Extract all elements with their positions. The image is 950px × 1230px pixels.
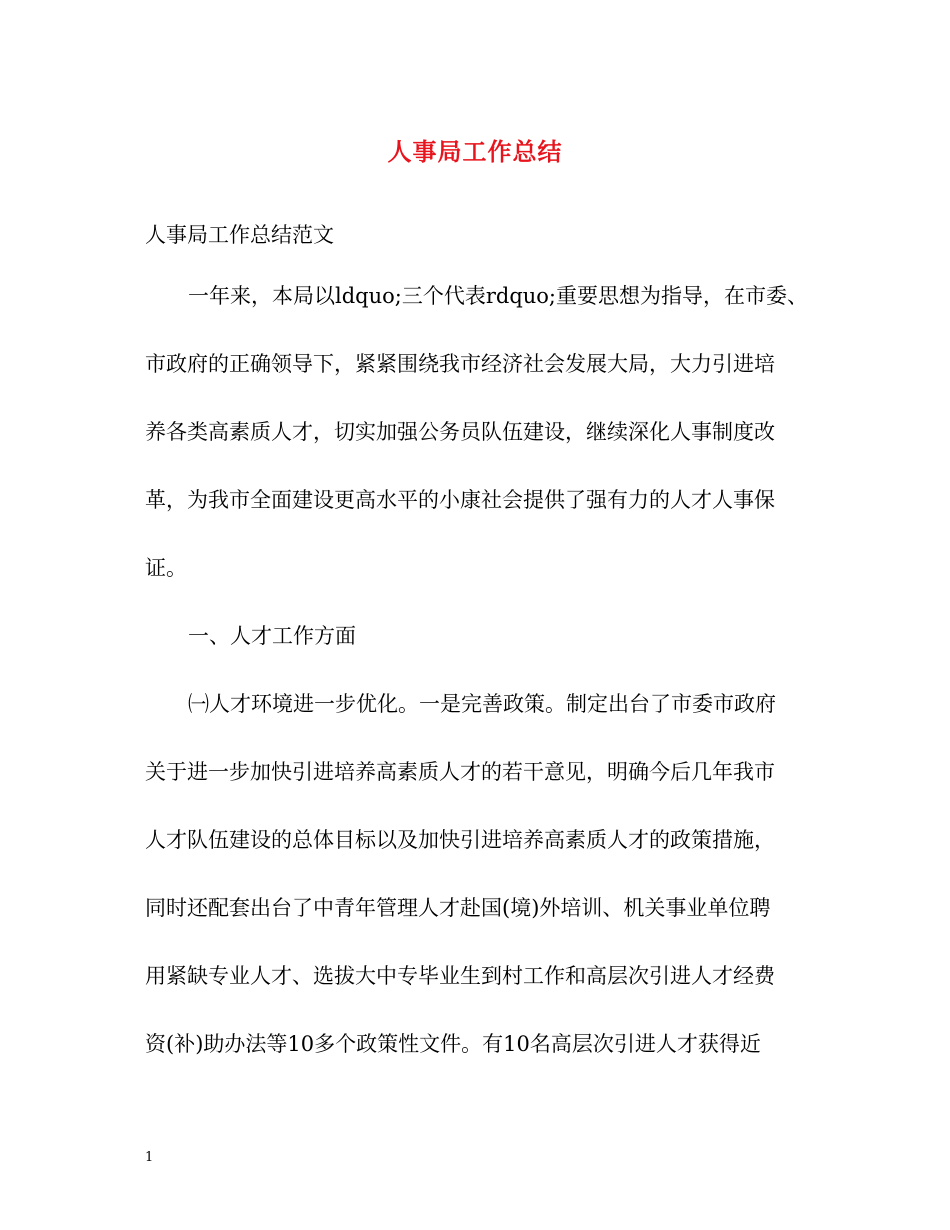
body-line: 证。 (145, 556, 187, 580)
body-line: 养各类高素质人才，切实加强公务员队伍建设，继续深化人事制度改 (145, 420, 775, 444)
document-subtitle: 人事局工作总结范文 (145, 223, 334, 247)
body-line: 资(补)助办法等10多个政策性文件。有10名高层次引进人才获得近 (145, 1032, 761, 1056)
body-line: ㈠人才环境进一步优化。一是完善政策。制定出台了市委市政府 (188, 692, 776, 716)
body-line: 一、人才工作方面 (188, 624, 356, 648)
body-line: 革，为我市全面建设更高水平的小康社会提供了强有力的人才人事保 (145, 488, 775, 512)
document-title: 人事局工作总结 (387, 137, 563, 166)
body-line: 用紧缺专业人才、选拔大中专毕业生到村工作和高层次引进人才经费 (145, 964, 775, 988)
body-line: 市政府的正确领导下，紧紧围绕我市经济社会发展大局，大力引进培 (145, 352, 775, 376)
body-line: 一年来，本局以ldquo;三个代表rdquo;重要思想为指导，在市委、 (188, 284, 809, 308)
body-line: 关于进一步加快引进培养高素质人才的若干意见，明确今后几年我市 (145, 760, 775, 784)
document-body (145, 281, 835, 1097)
page-number: 1 (145, 1150, 154, 1165)
body-line: 人才队伍建设的总体目标以及加快引进培养高素质人才的政策措施， (145, 828, 775, 852)
body-line: 同时还配套出台了中青年管理人才赴国(境)外培训、机关事业单位聘 (145, 896, 771, 920)
